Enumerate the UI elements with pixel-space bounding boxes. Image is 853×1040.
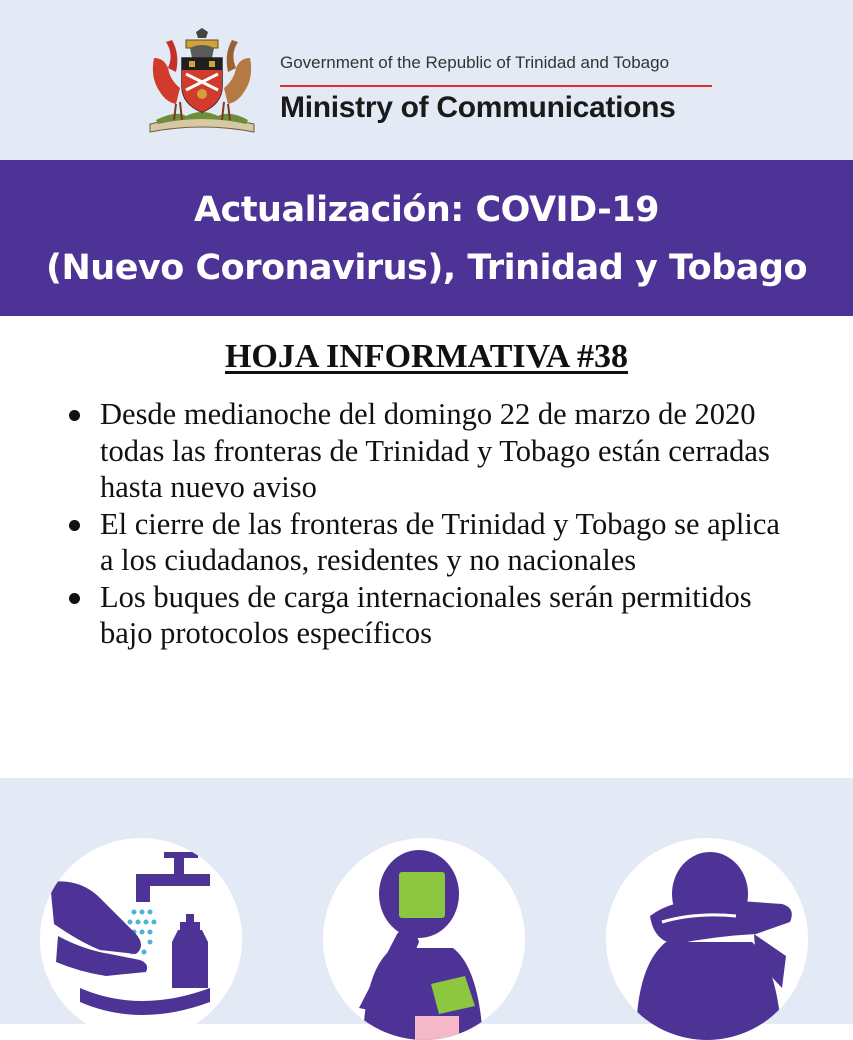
coat-of-arms-icon — [146, 28, 258, 136]
list-item — [64, 396, 794, 506]
header — [0, 0, 853, 160]
list-item — [64, 579, 794, 652]
cough-into-elbow-icon — [606, 838, 808, 1040]
cover-face-icon — [323, 838, 525, 1040]
bullet-list — [64, 396, 794, 652]
fact-sheet-title: HOJA INFORMATIVA #38 — [224, 338, 628, 375]
bullet-text: Los buques de carga internacionales serán permitidos bajo protocolos específicos — [100, 579, 752, 650]
bullet-text: Desde medianoche del domingo 22 de marzo de 2020 todas las fronteras de Trinidad y Tobago están cerradas hasta nuevo aviso — [100, 397, 770, 504]
bullet-dot-icon — [69, 593, 80, 604]
ministry-name: Ministry of Communications — [280, 91, 676, 124]
header-divider — [280, 85, 712, 87]
hand-washing-icon — [40, 838, 242, 1040]
title-banner — [0, 160, 853, 316]
government-line: Government of the Republic of Trinidad and Tobago — [280, 53, 670, 72]
list-item — [64, 506, 794, 579]
bullet-dot-icon — [69, 410, 80, 421]
fact-sheet-body — [0, 316, 853, 778]
bullet-text: El cierre de las fronteras de Trinidad y Tobago se aplica a los ciudadanos, residentes y no nacionales — [100, 506, 780, 577]
bullet-dot-icon — [69, 520, 80, 531]
banner-title-line-2: (Nuevo Coronavirus), Trinidad y Tobago — [45, 248, 807, 288]
banner-title-line-1: Actualización: COVID-19 — [193, 190, 660, 230]
